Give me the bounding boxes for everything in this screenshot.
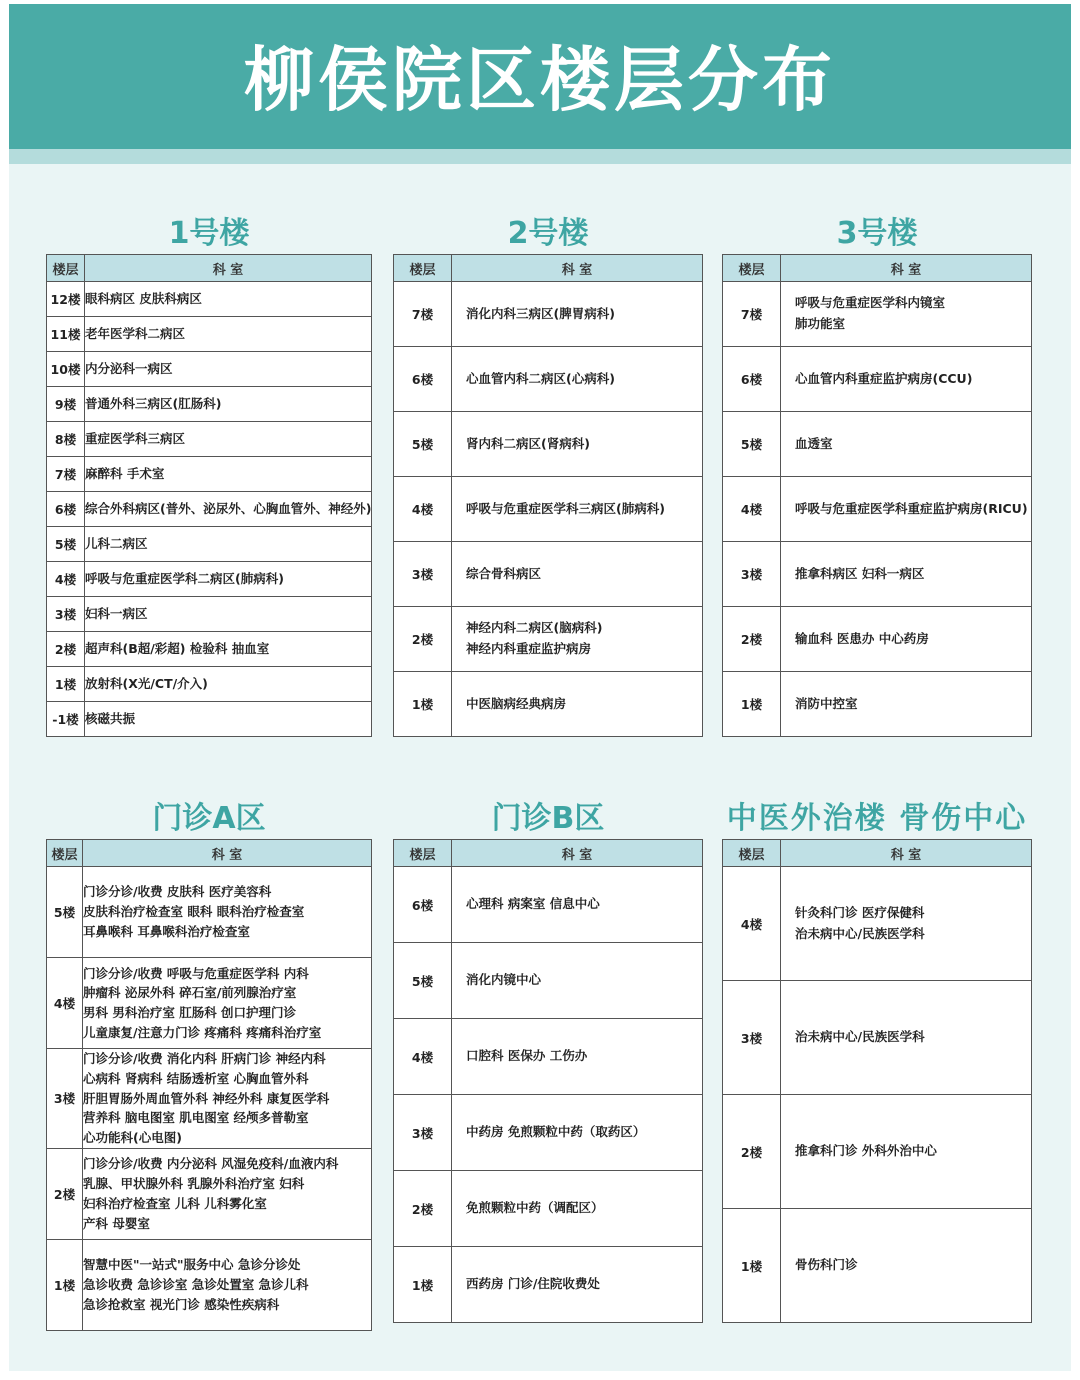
table-row — [394, 1019, 703, 1095]
floor-table-outpatient-b — [393, 839, 703, 1323]
department-cell — [781, 981, 1032, 1095]
table-row — [394, 412, 703, 477]
department-text: 针灸科门诊 医疗保健科 — [795, 904, 925, 920]
table-row — [47, 387, 372, 422]
floor-label: 4楼 — [723, 867, 781, 981]
header-floor: 楼层 — [47, 255, 85, 282]
table-row — [47, 702, 372, 737]
floor-table-building-3 — [722, 254, 1032, 737]
floor-label: 7楼 — [394, 282, 452, 347]
header-dept: 科 室 — [85, 255, 372, 282]
department-text: 门诊分诊/收费 呼吸与危重症医学科 内科 — [83, 965, 309, 981]
table-header-row — [47, 840, 372, 867]
department-text: 肺功能室 — [795, 316, 846, 331]
department-cell — [85, 492, 372, 527]
floor-label: 2楼 — [723, 1095, 781, 1209]
department-text: 妇科治疗检查室 儿科 儿科雾化室 — [83, 1195, 267, 1211]
department-cell — [452, 1095, 703, 1171]
department-cell — [452, 477, 703, 542]
department-cell — [85, 387, 372, 422]
header-dept: 科 室 — [452, 255, 703, 282]
floor-label: 2楼 — [394, 1171, 452, 1247]
department-text: 消化内镜中心 — [466, 972, 542, 988]
department-cell — [781, 347, 1032, 412]
department-text: 推拿科门诊 外科外治中心 — [795, 1143, 937, 1159]
department-text: 妇科一病区 — [85, 605, 148, 621]
table-row — [394, 282, 703, 347]
department-text: 急诊抢救室 视光门诊 感染性疾病科 — [83, 1296, 280, 1312]
department-cell — [85, 597, 372, 632]
department-cell — [83, 1049, 372, 1149]
table-row — [47, 958, 372, 1049]
floor-label: 6楼 — [47, 492, 85, 527]
department-text: 麻醉科 手术室 — [85, 465, 165, 481]
table-row — [723, 1209, 1032, 1323]
department-text: 肿瘤科 泌尿外科 碎石室/前列腺治疗室 — [83, 985, 297, 1001]
department-text: 肾内科二病区(肾病科) — [466, 435, 590, 451]
floor-label: 5楼 — [723, 412, 781, 477]
header-dept: 科 室 — [83, 840, 372, 867]
department-cell — [452, 943, 703, 1019]
department-text: 中医脑病经典病房 — [466, 695, 567, 711]
floor-label: 6楼 — [394, 347, 452, 412]
floor-label: 5楼 — [394, 943, 452, 1019]
floor-label: 7楼 — [723, 282, 781, 347]
header-floor: 楼层 — [394, 840, 452, 867]
department-text: 门诊分诊/收费 消化内科 肝病门诊 神经内科 — [83, 1051, 326, 1066]
floor-label: 6楼 — [394, 867, 452, 943]
floor-label: 12楼 — [47, 282, 85, 317]
table-header-row — [723, 840, 1032, 867]
table-row — [723, 672, 1032, 737]
table-row — [394, 1095, 703, 1171]
table-row — [723, 282, 1032, 347]
floor-label: 9楼 — [47, 387, 85, 422]
department-cell — [452, 542, 703, 607]
department-cell — [85, 562, 372, 597]
table-row — [723, 1095, 1032, 1209]
department-text: 骨伤科门诊 — [795, 1257, 858, 1273]
table-row — [394, 672, 703, 737]
floor-table-building-2 — [393, 254, 703, 737]
department-text: 心功能科(心电图) — [83, 1130, 182, 1145]
floor-label: 1楼 — [47, 1239, 83, 1330]
table-row — [394, 542, 703, 607]
floor-label: 3楼 — [47, 597, 85, 632]
table-header-row — [47, 255, 372, 282]
table-row — [723, 607, 1032, 672]
table-row — [723, 542, 1032, 607]
header-floor: 楼层 — [723, 255, 781, 282]
department-cell — [85, 667, 372, 702]
department-text: 免煎颗粒中药（调配区） — [466, 1200, 604, 1216]
table-row — [47, 492, 372, 527]
department-text: 心血管内科重症监护病房(CCU) — [795, 370, 973, 386]
table-header-row — [723, 255, 1032, 282]
department-text: 皮肤科治疗检查室 眼科 眼科治疗检查室 — [83, 904, 305, 920]
department-cell — [781, 282, 1032, 347]
department-text: 心理科 病案室 信息中心 — [466, 896, 600, 912]
department-text: 治未病中心/民族医学科 — [795, 1029, 925, 1045]
department-cell — [85, 702, 372, 737]
department-cell — [83, 1239, 372, 1330]
floor-label: 4楼 — [723, 477, 781, 542]
table-row — [394, 943, 703, 1019]
floor-label: 2楼 — [47, 1148, 83, 1239]
department-cell — [452, 1171, 703, 1247]
department-text: 肝胆胃肠外周血管外科 神经外科 康复医学科 — [83, 1090, 330, 1106]
floor-label: 4楼 — [47, 562, 85, 597]
department-cell — [452, 1019, 703, 1095]
department-cell — [781, 542, 1032, 607]
department-cell — [781, 412, 1032, 477]
department-text: 产科 母婴室 — [83, 1215, 150, 1231]
table-row — [47, 1239, 372, 1330]
department-cell — [85, 632, 372, 667]
department-cell — [452, 412, 703, 477]
header-dept: 科 室 — [781, 840, 1032, 867]
department-cell — [781, 672, 1032, 737]
department-text: 消化内科三病区(脾胃病科) — [466, 305, 615, 321]
floor-label: 4楼 — [394, 477, 452, 542]
floor-label: 3楼 — [723, 542, 781, 607]
department-cell — [452, 672, 703, 737]
section-title-outpatient-a: 门诊A区 — [152, 801, 266, 836]
floor-label: 4楼 — [47, 958, 83, 1049]
floor-label: 5楼 — [47, 527, 85, 562]
department-text: 呼吸与危重症医学科重症监护病房(RICU) — [795, 500, 1028, 516]
table-row — [394, 607, 703, 672]
department-text: 门诊分诊/收费 皮肤科 医疗美容科 — [83, 884, 272, 900]
table-row — [394, 1247, 703, 1323]
department-cell — [781, 1209, 1032, 1323]
department-text: 急诊收费 急诊诊室 急诊处置室 急诊儿科 — [83, 1276, 309, 1292]
table-header-row — [394, 255, 703, 282]
department-text: 眼科病区 皮肤科病区 — [85, 290, 202, 306]
department-text: 普通外科三病区(肛肠科) — [85, 395, 222, 411]
department-text: 呼吸与危重症医学科三病区(肺病科) — [466, 500, 665, 516]
table-row — [394, 1171, 703, 1247]
department-text: 内分泌科一病区 — [85, 360, 173, 376]
department-text: 综合骨科病区 — [466, 565, 542, 581]
department-cell — [781, 867, 1032, 981]
department-cell — [781, 1095, 1032, 1209]
department-text: 治未病中心/民族医学科 — [795, 925, 925, 941]
department-text: 耳鼻喉科 耳鼻喉科治疗检查室 — [83, 923, 250, 939]
floor-label: 7楼 — [47, 457, 85, 492]
header-band — [9, 149, 1071, 164]
department-cell — [452, 347, 703, 412]
floor-label: 3楼 — [394, 1095, 452, 1171]
table-row — [47, 527, 372, 562]
department-cell — [781, 607, 1032, 672]
department-cell — [83, 958, 372, 1049]
department-text: 呼吸与危重症医学科内镜室 — [795, 295, 946, 311]
department-text: 综合外科病区(普外、泌尿外、心胸血管外、神经外) — [85, 500, 372, 516]
header-floor: 楼层 — [723, 840, 781, 867]
department-cell — [85, 352, 372, 387]
table-row — [394, 347, 703, 412]
department-text: 中药房 免煎颗粒中药（取药区） — [466, 1124, 646, 1140]
department-text: 男科 男科治疗室 肛肠科 创口护理门诊 — [83, 1005, 297, 1020]
table-row — [723, 347, 1032, 412]
table-row — [47, 867, 372, 958]
floor-label: 1楼 — [394, 672, 452, 737]
department-text: 神经内科重症监护病房 — [466, 641, 592, 656]
department-cell — [85, 527, 372, 562]
department-text: 核磁共振 — [85, 710, 136, 726]
floor-label: 5楼 — [47, 867, 83, 958]
floor-label: -1楼 — [47, 702, 85, 737]
floor-table-building-1 — [46, 254, 372, 737]
table-row — [47, 1148, 372, 1239]
header-dept: 科 室 — [781, 255, 1032, 282]
department-text: 智慧中医"一站式"服务中心 急诊分诊处 — [83, 1257, 301, 1273]
department-cell — [452, 282, 703, 347]
department-text: 心血管内科二病区(心病科) — [466, 370, 615, 386]
floor-label: 2楼 — [394, 607, 452, 672]
table-row — [47, 1049, 372, 1149]
department-text: 超声科(B超/彩超) 检验科 抽血室 — [85, 640, 270, 656]
table-row — [47, 352, 372, 387]
header-floor: 楼层 — [394, 255, 452, 282]
department-text: 心病科 肾病科 结肠透析室 心胸血管外科 — [83, 1070, 309, 1086]
department-text: 推拿科病区 妇科一病区 — [795, 565, 925, 581]
department-cell — [85, 422, 372, 457]
floor-label: 3楼 — [394, 542, 452, 607]
department-text: 重症医学科三病区 — [85, 430, 186, 446]
floor-label: 1楼 — [47, 667, 85, 702]
floor-table-outpatient-a — [46, 839, 372, 1331]
table-row — [723, 867, 1032, 981]
floor-label: 3楼 — [47, 1049, 83, 1149]
table-row — [47, 282, 372, 317]
department-text: 西药房 门诊/住院收费处 — [466, 1276, 600, 1292]
page-title: 柳侯院区楼层分布 — [244, 39, 836, 121]
department-text: 输血科 医患办 中心药房 — [795, 630, 929, 646]
department-cell — [452, 607, 703, 672]
floor-label: 10楼 — [47, 352, 85, 387]
department-text: 血透室 — [795, 435, 833, 451]
floor-label: 3楼 — [723, 981, 781, 1095]
department-text: 儿科二病区 — [85, 535, 148, 551]
department-text: 神经内科二病区(脑病科) — [466, 620, 603, 636]
table-row — [47, 597, 372, 632]
header-floor: 楼层 — [47, 840, 83, 867]
table-row — [47, 632, 372, 667]
floor-label: 11楼 — [47, 317, 85, 352]
section-title-building-1: 1号楼 — [168, 216, 250, 251]
department-cell — [83, 1148, 372, 1239]
table-row — [47, 422, 372, 457]
floor-label: 2楼 — [723, 607, 781, 672]
header-dept: 科 室 — [452, 840, 703, 867]
table-row — [723, 477, 1032, 542]
department-text: 老年医学科二病区 — [85, 325, 186, 341]
table-row — [47, 317, 372, 352]
table-row — [47, 667, 372, 702]
floor-label: 1楼 — [394, 1247, 452, 1323]
floor-table-tcm-orthopedic — [722, 839, 1032, 1323]
floor-label: 2楼 — [47, 632, 85, 667]
header-banner — [9, 4, 1071, 149]
department-cell — [85, 317, 372, 352]
table-row — [394, 477, 703, 542]
section-title-tcm-orthopedic: 中医外治楼 骨伤中心 — [726, 801, 1028, 836]
floor-label: 1楼 — [723, 672, 781, 737]
department-cell — [85, 457, 372, 492]
department-text: 营养科 脑电图室 肌电图室 经颅多普勒室 — [83, 1110, 309, 1126]
floor-label: 1楼 — [723, 1209, 781, 1323]
section-title-building-2: 2号楼 — [507, 216, 589, 251]
floor-label: 5楼 — [394, 412, 452, 477]
department-cell — [781, 477, 1032, 542]
department-cell — [452, 867, 703, 943]
department-cell — [83, 867, 372, 958]
table-row — [394, 867, 703, 943]
department-text: 放射科(X光/CT/介入) — [85, 675, 208, 691]
table-row — [47, 562, 372, 597]
department-text: 门诊分诊/收费 内分泌科 风湿免疫科/血液内科 — [83, 1156, 339, 1172]
table-row — [723, 981, 1032, 1095]
department-text: 口腔科 医保办 工伤办 — [466, 1048, 588, 1064]
floor-label: 6楼 — [723, 347, 781, 412]
table-header-row — [394, 840, 703, 867]
department-cell — [452, 1247, 703, 1323]
floor-label: 4楼 — [394, 1019, 452, 1095]
floor-label: 8楼 — [47, 422, 85, 457]
department-cell — [85, 282, 372, 317]
section-title-outpatient-b: 门诊B区 — [491, 801, 605, 836]
department-text: 消防中控室 — [795, 695, 858, 711]
department-text: 儿童康复/注意力门诊 疼痛科 疼痛科治疗室 — [83, 1024, 322, 1040]
table-row — [723, 412, 1032, 477]
section-title-building-3: 3号楼 — [836, 216, 918, 251]
table-row — [47, 457, 372, 492]
department-text: 乳腺、甲状腺外科 乳腺外科治疗室 妇科 — [83, 1176, 305, 1191]
department-text: 呼吸与危重症医学科二病区(肺病科) — [85, 570, 284, 586]
